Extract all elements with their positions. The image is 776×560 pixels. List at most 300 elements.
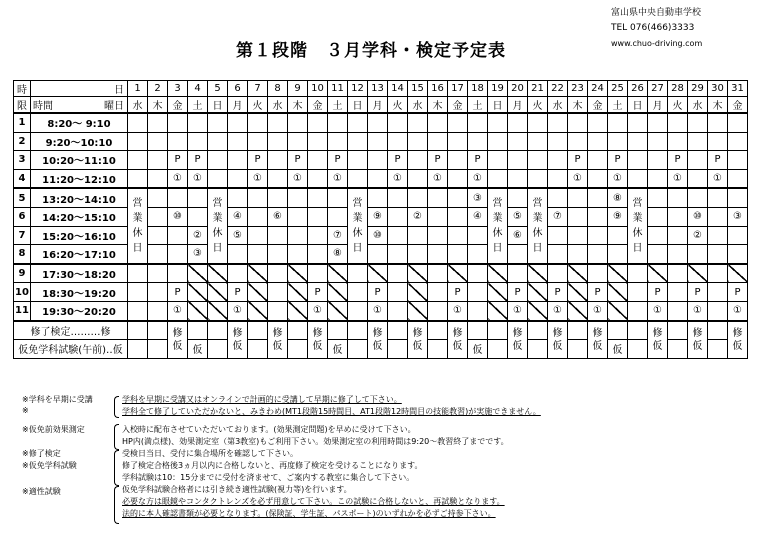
table-cell xyxy=(388,226,408,245)
table-cell xyxy=(608,132,628,151)
date-cell: 26 xyxy=(628,81,648,97)
schedule-mark: ④ xyxy=(228,207,248,226)
exam-cell xyxy=(168,321,188,359)
date-cell: 14 xyxy=(388,81,408,97)
corner-bottom-label: 限 xyxy=(14,97,31,114)
kentei-mark: 修 xyxy=(412,327,423,339)
table-cell xyxy=(528,132,548,151)
table-cell xyxy=(488,321,508,340)
schedule-mark: ① xyxy=(688,301,708,320)
table-cell xyxy=(328,132,348,151)
table-cell xyxy=(688,264,708,283)
note-brace xyxy=(114,396,119,418)
table-cell xyxy=(608,301,628,320)
table-cell xyxy=(208,321,228,340)
table-cell xyxy=(188,113,208,132)
schedule-mark: ① xyxy=(468,169,488,188)
schedule-mark: ① xyxy=(428,169,448,188)
date-cell: 8 xyxy=(268,81,288,97)
table-cell xyxy=(168,132,188,151)
note-label: ※仮免前効果測定 xyxy=(22,425,85,434)
date-cell: 21 xyxy=(528,81,548,97)
table-cell xyxy=(148,245,168,264)
schedule-mark: ⑩ xyxy=(168,207,188,226)
schedule-mark: ⑧ xyxy=(328,245,348,264)
note-label: ※修了検定 xyxy=(22,449,61,458)
period-row xyxy=(14,169,748,188)
table-cell xyxy=(568,245,588,264)
schedule-mark: ⑧ xyxy=(608,188,628,207)
table-cell xyxy=(228,264,248,283)
table-cell xyxy=(528,169,548,188)
schedule-mark: ① xyxy=(188,169,208,188)
table-cell xyxy=(248,283,268,302)
table-cell xyxy=(348,151,368,170)
table-cell xyxy=(128,340,148,359)
table-cell xyxy=(648,113,668,132)
schedule-table xyxy=(13,80,748,359)
table-cell xyxy=(388,245,408,264)
table-cell xyxy=(188,321,208,340)
period-number: 7 xyxy=(14,226,31,245)
schedule-mark: P xyxy=(688,283,708,302)
table-cell xyxy=(248,245,268,264)
weekday-cell: 月 xyxy=(508,97,528,114)
table-cell xyxy=(228,245,248,264)
kari-legend: 仮免学科試験(午前)‥仮 xyxy=(14,340,128,359)
table-cell xyxy=(488,340,508,359)
table-cell xyxy=(428,321,448,340)
table-cell xyxy=(708,113,728,132)
period-time: 10:20～11:10 xyxy=(31,151,128,170)
table-cell xyxy=(648,169,668,188)
table-cell xyxy=(448,151,468,170)
table-cell xyxy=(488,151,508,170)
period-number: 6 xyxy=(14,207,31,226)
table-cell xyxy=(588,151,608,170)
table-cell xyxy=(608,113,628,132)
table-cell xyxy=(708,207,728,226)
weekday-cell: 日 xyxy=(628,97,648,114)
table-cell xyxy=(348,132,368,151)
table-cell xyxy=(668,340,688,359)
table-cell xyxy=(308,264,328,283)
table-cell xyxy=(148,132,168,151)
table-cell xyxy=(728,188,748,207)
schedule-mark: P xyxy=(188,151,208,170)
table-cell xyxy=(328,301,348,320)
table-cell xyxy=(388,340,408,359)
table-cell xyxy=(248,301,268,320)
period-number: 8 xyxy=(14,245,31,264)
table-cell xyxy=(648,188,668,207)
table-cell xyxy=(208,151,228,170)
table-cell xyxy=(548,264,568,283)
school-web: www.chuo-driving.com xyxy=(611,39,703,48)
table-cell xyxy=(128,321,148,340)
table-cell xyxy=(648,207,668,226)
schedule-mark: ① xyxy=(588,301,608,320)
table-cell xyxy=(468,283,488,302)
period-number: 3 xyxy=(14,151,31,170)
table-cell xyxy=(628,113,648,132)
weekday-row xyxy=(14,97,748,114)
period-row xyxy=(14,264,748,283)
weekday-cell: 水 xyxy=(268,97,288,114)
table-cell xyxy=(728,132,748,151)
kari-mark: 仮 xyxy=(372,340,383,352)
table-cell xyxy=(408,226,428,245)
kari-mark: 仮 xyxy=(468,340,488,359)
table-cell xyxy=(688,169,708,188)
schedule-mark: P xyxy=(708,151,728,170)
date-cell: 27 xyxy=(648,81,668,97)
table-cell xyxy=(448,264,468,283)
table-cell xyxy=(508,245,528,264)
table-cell xyxy=(648,226,668,245)
schedule-mark: ① xyxy=(168,301,188,320)
kari-mark: 仮 xyxy=(232,340,243,352)
table-cell xyxy=(628,301,648,320)
kentei-mark: 修 xyxy=(232,327,243,339)
closed-day-cell: 営 業 休 日 xyxy=(128,188,148,263)
weekday-cell: 土 xyxy=(328,97,348,114)
closed-day-cell: 営 業 休 日 xyxy=(528,188,548,263)
table-cell xyxy=(428,340,448,359)
closed-day-cell: 営 業 休 日 xyxy=(628,188,648,263)
table-cell xyxy=(728,113,748,132)
table-cell xyxy=(648,132,668,151)
table-cell xyxy=(708,132,728,151)
period-time: 16:20～17:10 xyxy=(31,245,128,264)
kari-mark: 仮 xyxy=(272,340,283,352)
table-cell xyxy=(528,321,548,340)
table-cell xyxy=(688,132,708,151)
date-cell: 25 xyxy=(608,81,628,97)
period-time: 15:20～16:10 xyxy=(31,226,128,245)
table-cell xyxy=(568,301,588,320)
schedule-mark: P xyxy=(428,151,448,170)
table-cell xyxy=(528,151,548,170)
table-cell xyxy=(588,113,608,132)
table-cell xyxy=(388,207,408,226)
table-cell xyxy=(188,301,208,320)
table-cell xyxy=(248,132,268,151)
table-cell xyxy=(148,321,168,340)
time-weekday-header xyxy=(31,97,128,114)
schedule-mark: P xyxy=(308,283,328,302)
table-cell xyxy=(128,301,148,320)
period-time: 11:20～12:10 xyxy=(31,169,128,188)
table-cell xyxy=(168,188,188,207)
table-cell xyxy=(328,207,348,226)
date-cell: 19 xyxy=(488,81,508,97)
date-cell: 5 xyxy=(208,81,228,97)
table-cell xyxy=(288,226,308,245)
schedule-mark: ④ xyxy=(468,207,488,226)
table-cell xyxy=(148,207,168,226)
table-cell xyxy=(308,132,328,151)
table-cell xyxy=(448,169,468,188)
schedule-mark: P xyxy=(168,151,188,170)
table-cell xyxy=(588,226,608,245)
schedule-mark: ⑤ xyxy=(508,207,528,226)
schedule-mark: ② xyxy=(688,226,708,245)
table-cell xyxy=(488,264,508,283)
table-cell xyxy=(628,132,648,151)
schedule-mark: P xyxy=(608,151,628,170)
schedule-mark: ① xyxy=(608,169,628,188)
table-cell xyxy=(248,226,268,245)
schedule-mark: ① xyxy=(328,169,348,188)
note-line: 必要な方は眼鏡やコンタクトレンズを必ず用意して下さい。この試験に合格しないと、再試験となります。 xyxy=(122,497,505,506)
table-cell xyxy=(608,226,628,245)
weekday-cell: 土 xyxy=(188,97,208,114)
period-row xyxy=(14,151,748,170)
date-cell: 24 xyxy=(588,81,608,97)
table-cell xyxy=(728,226,748,245)
table-cell xyxy=(548,226,568,245)
closed-day-cell: 営 業 休 日 xyxy=(208,188,228,263)
kari-mark: 仮 xyxy=(312,340,323,352)
kentei-mark: 修 xyxy=(692,327,703,339)
table-cell xyxy=(288,113,308,132)
table-cell xyxy=(248,340,268,359)
note-line: HP内(満点様)、効果測定室（第3教室)もご利用下さい。効果測定室の利用時間は9:20～教習終了までです。 xyxy=(122,437,509,446)
table-cell xyxy=(308,207,328,226)
kentei-mark: 修 xyxy=(512,327,523,339)
schedule-mark: ① xyxy=(368,301,388,320)
kentei-mark: 修 xyxy=(172,327,183,339)
table-cell xyxy=(288,340,308,359)
table-cell xyxy=(308,245,328,264)
table-cell xyxy=(508,132,528,151)
table-cell xyxy=(328,321,348,340)
kari-mark: 仮 xyxy=(172,340,183,352)
exam-cell xyxy=(648,321,668,359)
schedule-mark: ⑥ xyxy=(508,226,528,245)
table-cell xyxy=(508,264,528,283)
table-cell xyxy=(588,245,608,264)
schedule-mark: ③ xyxy=(728,207,748,226)
table-cell xyxy=(528,340,548,359)
table-cell xyxy=(428,207,448,226)
period-number: 4 xyxy=(14,169,31,188)
kari-mark: 仮 xyxy=(692,340,703,352)
table-cell xyxy=(148,226,168,245)
table-cell xyxy=(708,245,728,264)
schedule-mark: ① xyxy=(248,169,268,188)
table-cell xyxy=(608,321,628,340)
weekday-cell: 火 xyxy=(388,97,408,114)
period-number: 10 xyxy=(14,283,31,302)
time-label: 時間 xyxy=(33,101,53,112)
exam-cell xyxy=(408,321,428,359)
table-cell xyxy=(268,169,288,188)
schedule-mark: ① xyxy=(708,169,728,188)
schedule-mark: ① xyxy=(168,169,188,188)
table-cell xyxy=(228,188,248,207)
table-cell xyxy=(308,226,328,245)
table-cell xyxy=(208,283,228,302)
closed-day-cell: 営 業 休 日 xyxy=(348,188,368,263)
schedule-mark: ⑨ xyxy=(608,207,628,226)
table-cell xyxy=(668,283,688,302)
table-cell xyxy=(568,340,588,359)
note-line: 法的に本人確認書類が必要となります。(保険証、学生証、パスポート)のいずれかを必ずご持参下さい。 xyxy=(122,509,496,518)
period-row xyxy=(14,188,748,207)
table-cell xyxy=(368,113,388,132)
table-cell xyxy=(288,245,308,264)
date-row xyxy=(14,81,748,97)
note-line: 入校時に配布させていただいております。(効果測定問題)を早めに受けて下さい。 xyxy=(122,425,416,434)
table-cell xyxy=(648,264,668,283)
table-cell xyxy=(588,207,608,226)
weekday-cell: 火 xyxy=(248,97,268,114)
weekday-cell: 月 xyxy=(228,97,248,114)
exam-cell xyxy=(268,321,288,359)
schedule-mark: P xyxy=(648,283,668,302)
weekday-cell: 火 xyxy=(668,97,688,114)
table-cell xyxy=(368,151,388,170)
table-cell xyxy=(348,264,368,283)
period-time: 18:30～19:20 xyxy=(31,283,128,302)
date-cell: 18 xyxy=(468,81,488,97)
schedule-mark: P xyxy=(728,283,748,302)
table-cell xyxy=(148,283,168,302)
table-cell xyxy=(568,283,588,302)
table-cell xyxy=(668,301,688,320)
table-cell xyxy=(708,321,728,340)
date-cell: 2 xyxy=(148,81,168,97)
table-cell xyxy=(228,169,248,188)
table-cell xyxy=(408,301,428,320)
table-cell xyxy=(428,132,448,151)
period-time: 13:20～14:10 xyxy=(31,188,128,207)
table-cell xyxy=(628,321,648,340)
period-number: 5 xyxy=(14,188,31,207)
table-cell xyxy=(668,264,688,283)
table-cell xyxy=(668,226,688,245)
table-cell xyxy=(188,207,208,226)
note-line: 学科を早期に受講又はオンラインで計画的に受講して早期に修了して下さい。 xyxy=(122,395,402,404)
schedule-mark: P xyxy=(368,283,388,302)
weekday-cell: 月 xyxy=(368,97,388,114)
table-cell xyxy=(328,264,348,283)
table-cell xyxy=(148,340,168,359)
table-cell xyxy=(388,264,408,283)
weekday-cell: 日 xyxy=(348,97,368,114)
table-cell xyxy=(428,264,448,283)
table-cell xyxy=(148,188,168,207)
table-cell xyxy=(468,132,488,151)
date-cell: 6 xyxy=(228,81,248,97)
exam-cell xyxy=(308,321,328,359)
exam-cell xyxy=(548,321,568,359)
kari-mark: 仮 xyxy=(552,340,563,352)
table-cell xyxy=(268,188,288,207)
kentei-mark: 修 xyxy=(272,327,283,339)
table-cell xyxy=(308,169,328,188)
table-cell xyxy=(168,226,188,245)
table-cell xyxy=(408,151,428,170)
table-cell xyxy=(708,301,728,320)
note-brace xyxy=(114,424,119,450)
date-cell: 11 xyxy=(328,81,348,97)
table-cell xyxy=(348,321,368,340)
table-cell xyxy=(508,151,528,170)
date-cell: 10 xyxy=(308,81,328,97)
table-cell xyxy=(188,188,208,207)
note-label: ※ xyxy=(22,406,29,415)
table-cell xyxy=(408,264,428,283)
kentei-mark: 修 xyxy=(592,327,603,339)
weekday-cell: 木 xyxy=(148,97,168,114)
table-cell xyxy=(288,188,308,207)
table-cell xyxy=(488,301,508,320)
schedule-mark: P xyxy=(388,151,408,170)
table-cell xyxy=(168,264,188,283)
table-cell xyxy=(468,226,488,245)
table-cell xyxy=(708,264,728,283)
exam-cell xyxy=(228,321,248,359)
schedule-mark: ② xyxy=(408,207,428,226)
table-cell xyxy=(528,113,548,132)
school-name: 富山県中央自動車学校 xyxy=(611,8,702,18)
kari-mark: 仮 xyxy=(412,340,423,352)
date-cell: 12 xyxy=(348,81,368,97)
table-cell xyxy=(708,340,728,359)
table-cell xyxy=(128,151,148,170)
table-cell xyxy=(408,283,428,302)
schedule-mark: P xyxy=(508,283,528,302)
date-cell: 9 xyxy=(288,81,308,97)
table-cell xyxy=(188,132,208,151)
kari-mark: 仮 xyxy=(452,340,463,352)
table-cell xyxy=(248,188,268,207)
table-cell xyxy=(308,188,328,207)
table-cell xyxy=(348,340,368,359)
kentei-mark: 修 xyxy=(652,327,663,339)
table-cell xyxy=(628,169,648,188)
table-cell xyxy=(528,264,548,283)
note-brace xyxy=(114,486,119,524)
corner-top-label: 時 xyxy=(14,81,31,97)
table-cell xyxy=(528,283,548,302)
kentei-mark: 修 xyxy=(552,327,563,339)
weekday-cell: 土 xyxy=(608,97,628,114)
weekday-cell: 水 xyxy=(688,97,708,114)
table-cell xyxy=(488,283,508,302)
table-cell xyxy=(728,264,748,283)
schedule-mark: ① xyxy=(728,301,748,320)
table-cell xyxy=(368,169,388,188)
schedule-mark: ③ xyxy=(468,188,488,207)
table-cell xyxy=(188,283,208,302)
table-cell xyxy=(248,264,268,283)
schedule-mark: ① xyxy=(448,301,468,320)
table-cell xyxy=(448,226,468,245)
weekday-cell: 木 xyxy=(568,97,588,114)
table-cell xyxy=(468,301,488,320)
date-cell: 3 xyxy=(168,81,188,97)
schedule-mark: ② xyxy=(188,226,208,245)
table-cell xyxy=(428,283,448,302)
schedule-mark: ① xyxy=(668,169,688,188)
table-cell xyxy=(208,113,228,132)
schedule-mark: ⑥ xyxy=(268,207,288,226)
weekday-cell: 金 xyxy=(588,97,608,114)
